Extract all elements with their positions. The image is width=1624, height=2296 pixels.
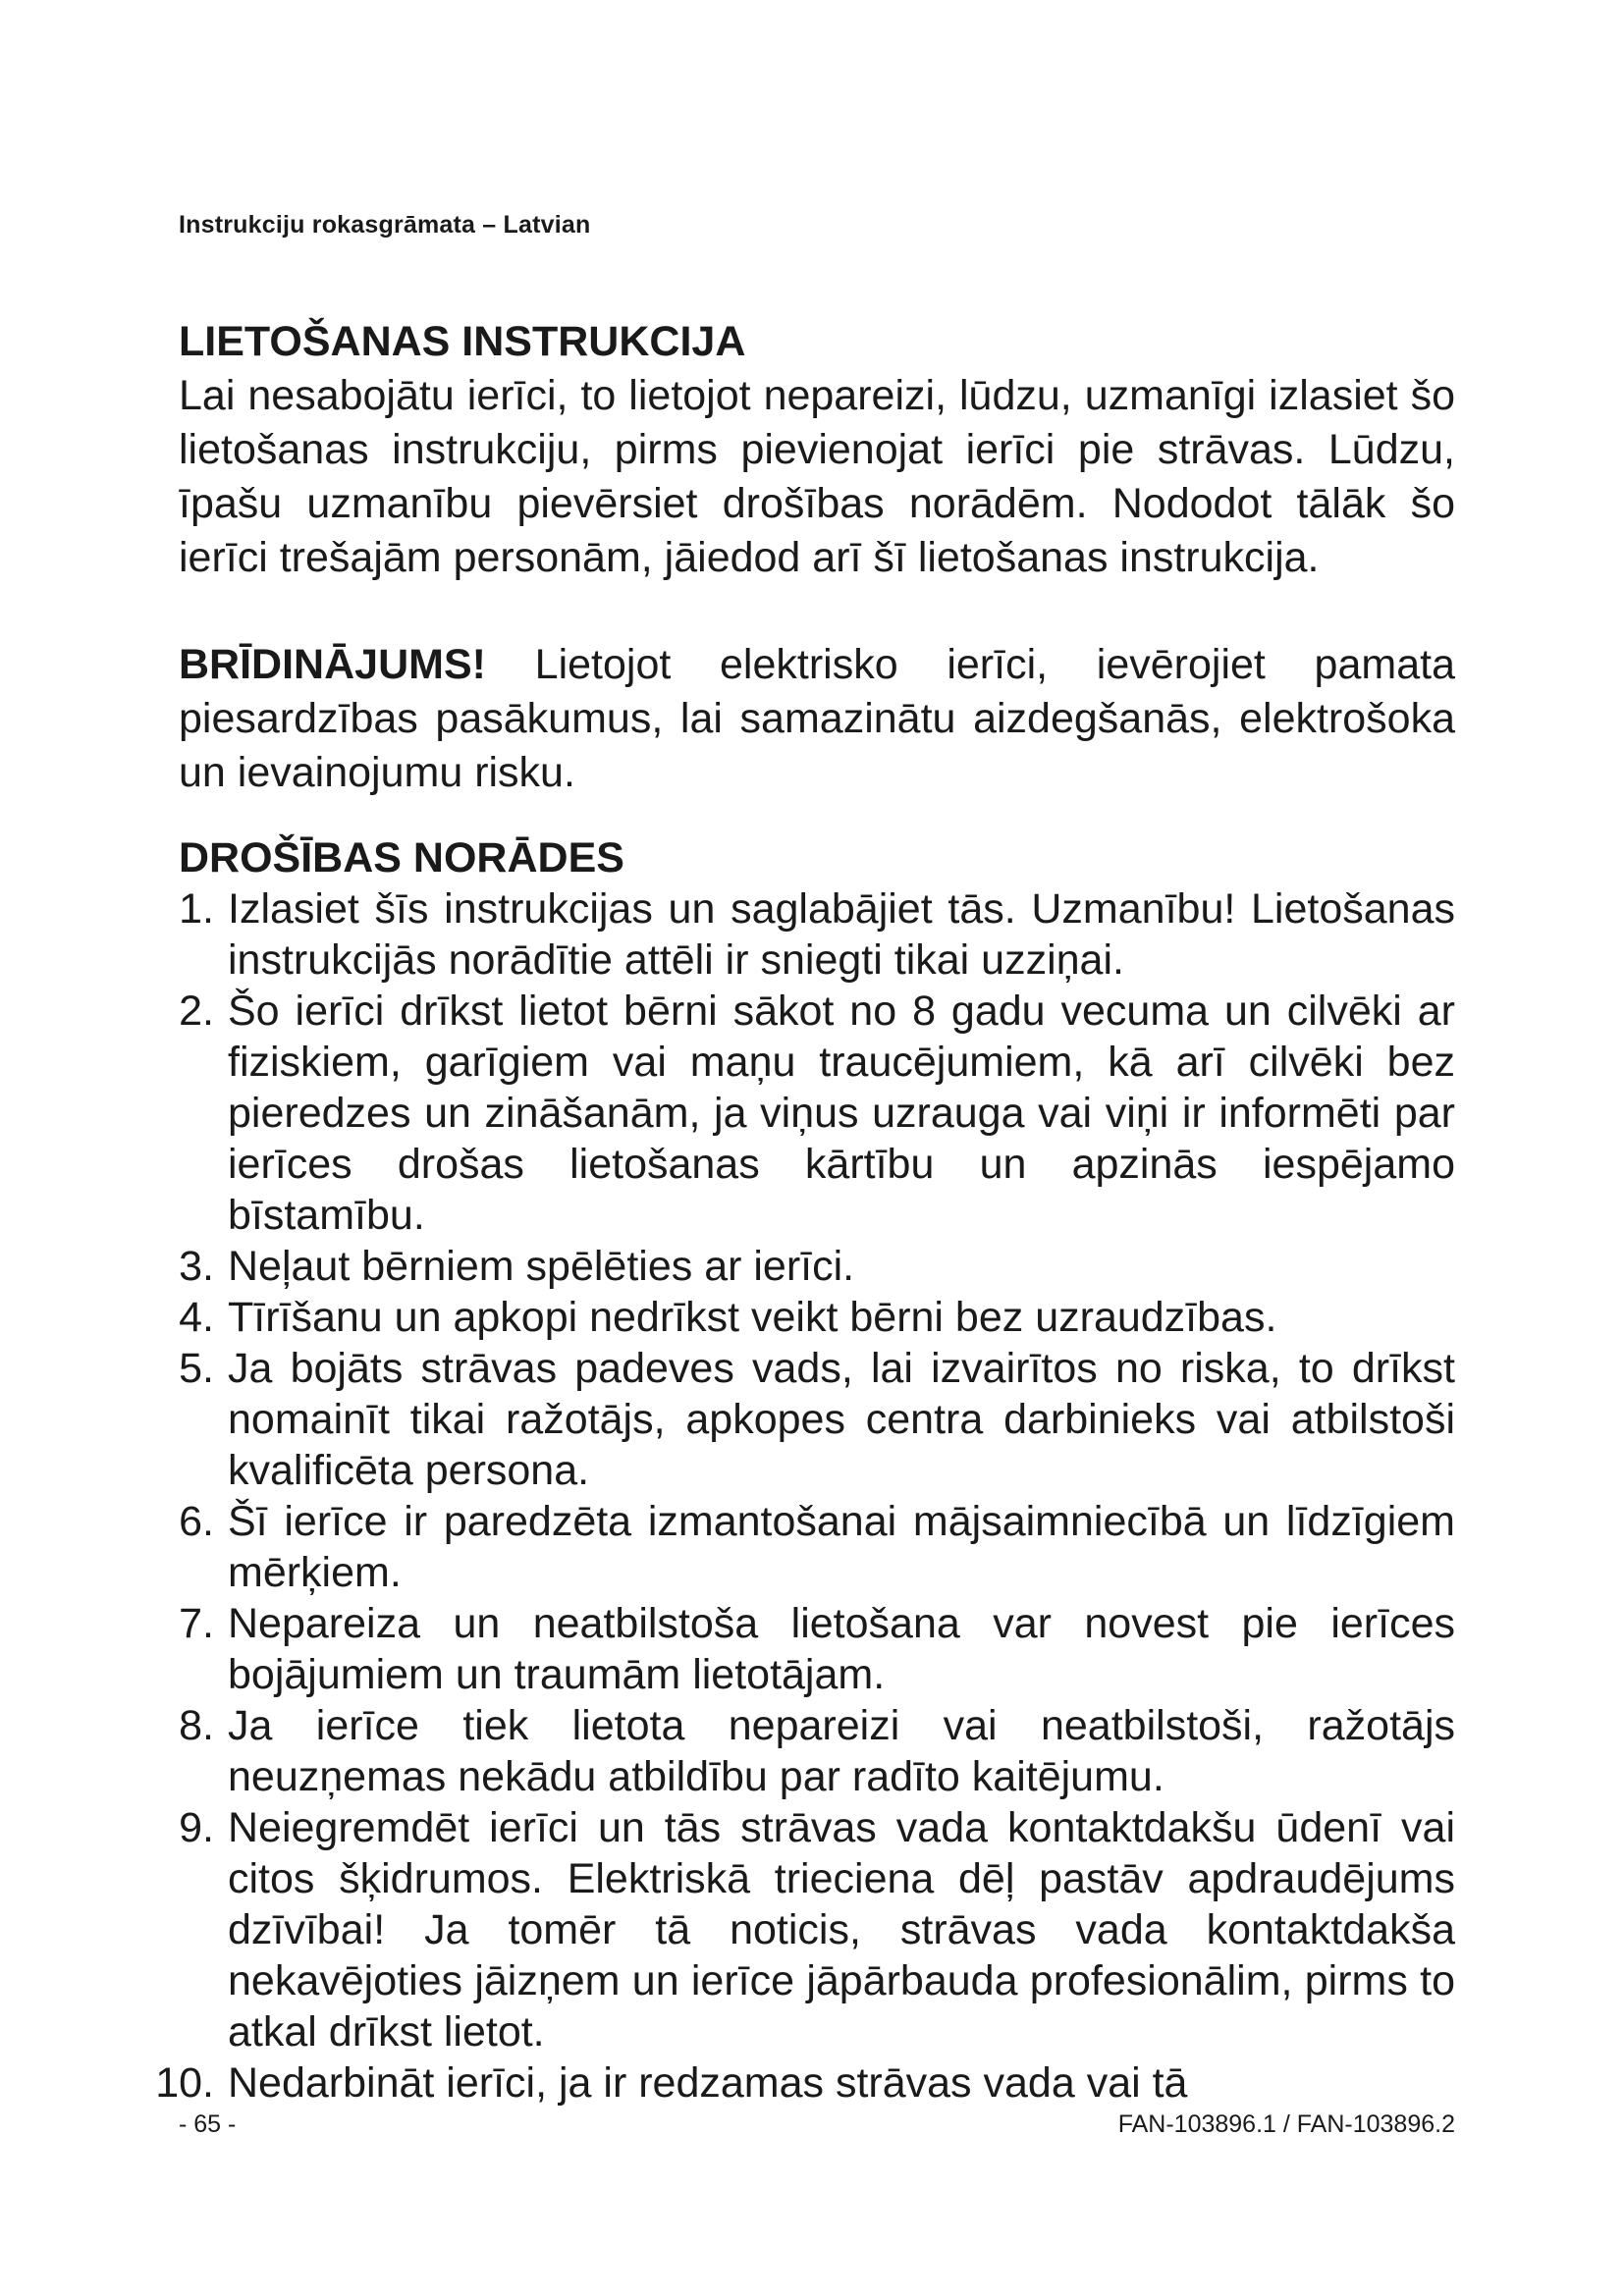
item-number: 7. [179, 1600, 214, 1647]
list-item [179, 986, 1455, 1241]
item-number: 9. [179, 1804, 214, 1851]
item-text: Nepareiza un neatbilstoša lietošana var novest pie ierīces bojājumiem un traumām lietotājam. [228, 1600, 1455, 1698]
list-item [179, 1598, 1455, 1700]
item-text: Izlasiet šīs instrukcijas un saglabājiet tās. Uzmanību! Lietošanas instrukcijās norādītie attēli ir sniegti tikai uzziņai. [228, 885, 1455, 984]
list-item [179, 883, 1455, 986]
item-number: 2. [179, 988, 214, 1035]
item-text: Šī ierīce ir paredzēta izmantošanai mājsaimniecībā un līdzīgiem mērķiem. [228, 1498, 1455, 1596]
list-item [179, 1241, 1455, 1292]
item-text: Ja ierīce tiek lietota nepareizi vai neatbilstoši, ražotājs neuzņemas nekādu atbildību par radīto kaitējumu. [228, 1702, 1455, 1800]
item-number: 10. [155, 2059, 214, 2107]
warning-paragraph [179, 638, 1455, 800]
page-number: - 65 - [179, 2110, 237, 2138]
usage-intro-paragraph: Lai nesabojātu ierīci, to lietojot nepareizi, lūdzu, uzmanīgi izlasiet šo lietošanas instrukciju, pirms pievienojat ierīci pie strāvas. Lūdzu, īpašu uzmanību pievērsiet drošības norādēm. Nododot tālāk šo ierīci trešajām personām, jāiedod arī šī lietošanas instrukcija. [179, 372, 1455, 581]
warning-label: BRĪDINĀJUMS! [179, 641, 486, 688]
item-number: 6. [179, 1498, 214, 1545]
safety-section-title: DROŠĪBAS NORĀDES [179, 834, 624, 881]
item-number: 5. [179, 1345, 214, 1392]
list-item [179, 1343, 1455, 1496]
list-item [179, 1700, 1455, 1802]
item-text: Neļaut bērniem spēlēties ar ierīci. [228, 1243, 855, 1290]
list-item [155, 2057, 1455, 2109]
usage-section-title: LIETOŠANAS INSTRUKCIJA [179, 318, 746, 365]
model-codes: FAN-103896.1 / FAN-103896.2 [1117, 2110, 1455, 2138]
list-item [179, 1292, 1455, 1343]
item-text: Ja bojāts strāvas padeves vads, lai izvairītos no riska, to drīkst nomainīt tikai ražotājs, apkopes centra darbinieks vai atbilstoši kvalificēta persona. [228, 1345, 1455, 1494]
warning-text: Lietojot elektrisko ierīci, ievērojiet pamata piesardzības pasākumus, lai samazinātu aizdegšanās, elektrošoka un ievainojumu risku. [179, 641, 1455, 796]
item-text: Neiegremdēt ierīci un tās strāvas vada kontaktdakšu ūdenī vai citos šķidrumos. Elektriskā trieciena dēļ pastāv apdraudējums dzīvībai! Ja tomēr tā noticis, strāvas vada kontaktdakša nekavējoties jāizņem un ierīce jāpārbauda profesionālim, pirms to atkal drīkst lietot. [228, 1804, 1455, 2056]
item-text: Šo ierīci drīkst lietot bērni sākot no 8 gadu vecuma un cilvēki ar fiziskiem, garīgiem vai maņu traucējumiem, kā arī cilvēki bez pieredzes un zināšanām, ja viņus uzrauga vai viņi ir informēti par ierīces drošas lietošanas kārtību un apzinās iespējamo bīstamību. [228, 988, 1455, 1239]
document-page [155, 0, 1455, 2296]
list-item [179, 1496, 1455, 1598]
item-text: Nedarbināt ierīci, ja ir redzamas strāvas vada vai tā [228, 2059, 1188, 2107]
safety-instructions-list [155, 883, 1455, 2109]
item-number: 1. [179, 885, 214, 933]
item-text: Tīrīšanu un apkopi nedrīkst veikt bērni bez uzraudzības. [228, 1294, 1277, 1341]
item-number: 3. [179, 1243, 214, 1290]
running-header: Instrukciju rokasgrāmata – Latvian [179, 211, 591, 239]
item-number: 8. [179, 1702, 214, 1749]
list-item [179, 1802, 1455, 2057]
item-number: 4. [179, 1294, 214, 1341]
